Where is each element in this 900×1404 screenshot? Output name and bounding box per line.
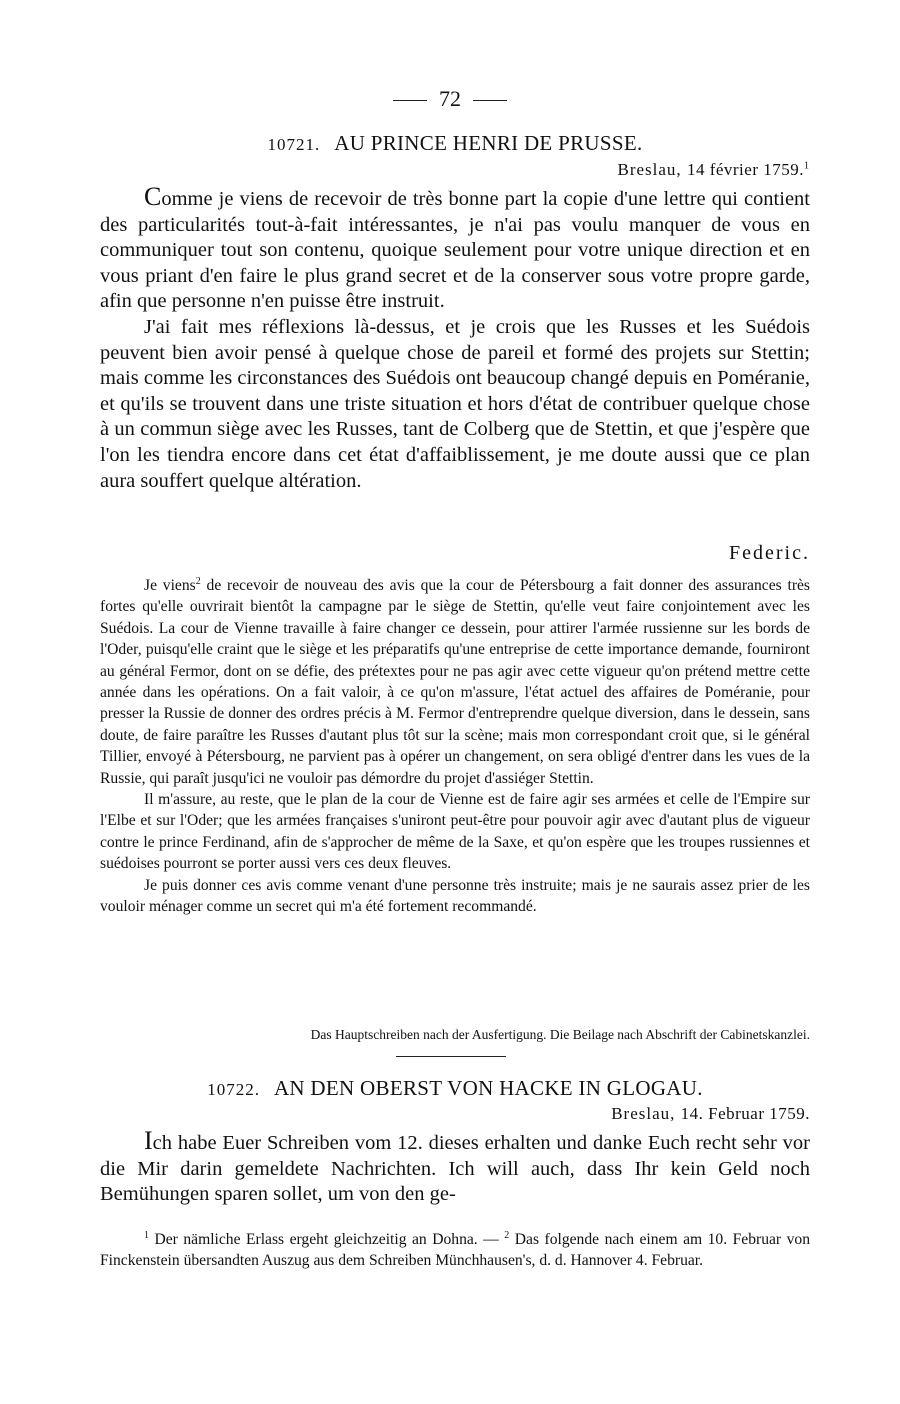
paragraph: Ich habe Euer Schreiben vom 12. dieses erhalten und danke Euch recht sehr vor die Mir darin gemeldete Nachrichten. Ich will auch, dass Ihr kein Geld noch Bemühungen sparen sollet, um von den ge- <box>100 1126 810 1206</box>
footnote-mark-2: 2 <box>504 1229 510 1241</box>
paragraph: J'ai fait mes réflexions là-dessus, et je crois que les Russes et les Suédois peuvent bien avoir pensé à quelque chose de pareil et formé des projets sur Stettin; mais comme les circonstances des Suédois ont beaucoup changé depuis en Poméranie, et qu'ils se trouvent dans une triste situation et hors d'état de contribuer quelque chose à un commun siège avec les Russes, tant de Colberg que de Stettin, et que j'espère que l'on les tiendra encore dans cet état d'affaiblissement, je me doute aussi que ce plan aura souffert quelque altération. <box>100 315 810 492</box>
letter-number: 10722. <box>207 1080 260 1099</box>
footnote-paragraph <box>100 1229 810 1271</box>
page-number-dash-left <box>393 100 427 101</box>
paragraph: Comme je viens de recevoir de très bonne part la copie d'une lettre qui contient des particularités tout-à-fait intéressantes, je n'ai pas voulu manquer de vous en communiquer tout son contenu, quoique seulement pour votre unique direction et en vous priant d'en faire le plus grand secret et de la conserver sous votre propre garde, afin que personne n'en puisse être instruit. <box>100 182 810 313</box>
signature-block <box>100 542 810 565</box>
letter-title: AN DEN OBERST VON HACKE IN GLOGAU. <box>273 1076 703 1100</box>
enclosure-text <box>100 575 810 918</box>
footnote-text-1: Der nämliche Erlass ergeht gleichzeitig an Dohna. — <box>149 1231 505 1248</box>
enclosure-paragraph-text: de recevoir de nouveau des avis que la cour de Pétersbourg a fait donner des assurances très fortes qu'elle ouvrirait bientôt la campagne par le siège de Stettin, qu'elle veut faire conjointement avec les Suédois. La cour de Vienne travaille à faire changer ce dessein, pour attirer l'armée russienne sur les bords de l'Oder, puisqu'elle craint que le siège et les préparatifs qu'une entreprise de cette importance demande, fourniront au général Fermor, dont on se défie, des prétextes pour ne pas agir avec cette vigueur qu'on prétend mettre cette année dans les opérations. On a fait valoir, à ce qu'on m'assure, l'état actuel des affaires de Poméranie, pour presser la Russie de donner des ordres précis à M. Fermor d'entreprendre quelque diversion, dans le dessein, sans doute, de faire paraître les Russes d'autant plus tôt sur la scène; mais mon correspondant croit que, si le général Tillier, envoyé à Pétersbourg, ne parvient pas à opérer un changement, on sera obligé d'entrer dans les vues de la Russie, qui paraît jusqu'ici ne vouloir pas démordre du projet d'assiéger Stettin. <box>100 577 810 787</box>
source-note-block <box>100 1027 810 1043</box>
footnote-mark-1: 1 <box>144 1229 149 1241</box>
signature: Federic. <box>729 542 810 564</box>
page-number-line <box>0 86 900 112</box>
footnotes <box>100 1229 810 1271</box>
dateline-place: Breslau, <box>611 1104 676 1123</box>
letter-10721-heading <box>100 131 810 156</box>
dateline-date: 14. Februar 1759. <box>680 1104 810 1123</box>
letter-heading <box>100 131 810 156</box>
enclosure-paragraph: Il m'assure, au reste, que le plan de la cour de Vienne est de faire agir ses armées et celle de l'Empire sur l'Elbe et sur l'Oder; que les armées françaises s'uniront peut-être pour pouvoir agir avec d'autant plus de vigueur contre le prince Ferdinand, afin de s'approcher de même de la Saxe, et qu'on espère que les troupes russiennes et suédoises pourront se porter aussi vers ces deux fleuves. <box>100 791 810 873</box>
dateline-place: Breslau, <box>617 160 682 179</box>
letter-number: 10721. <box>267 135 321 154</box>
page-number-dash-right <box>473 100 507 101</box>
enclosure-paragraph: Je puis donner ces avis comme venant d'une personne très instruite; mais je ne saurais assez prier de les vouloir ménager comme un secret qui m'a été fortement recommandé. <box>100 876 810 916</box>
letter-10722-dateline <box>100 1104 810 1124</box>
dateline <box>100 160 810 180</box>
letter-10722-heading <box>100 1076 810 1101</box>
footnote-text-2: Das folgende nach einem am 10. Februar von Finckenstein übersandten Auszug aus dem Schreiben Münchhausen's, d. d. Hannover 4. Februar. <box>100 1231 810 1269</box>
enclosure-first-word: Je viens <box>144 577 196 594</box>
letter-heading <box>100 1076 810 1101</box>
letter-10721-dateline <box>100 160 810 180</box>
separator-rule <box>396 1056 506 1057</box>
dateline-date: 14 février 1759. <box>686 160 804 179</box>
letter-10722-body <box>100 1128 810 1208</box>
dateline <box>100 1104 810 1124</box>
enclosure-paragraph <box>100 575 810 789</box>
footnote-ref-2: 2 <box>195 575 201 587</box>
page-number: 72 <box>439 86 461 111</box>
footnote-ref-1: 1 <box>804 160 810 172</box>
letter-10721-body <box>100 184 810 494</box>
letter-title: AU PRINCE HENRI DE PRUSSE. <box>334 131 643 155</box>
source-note: Das Hauptschreiben nach der Ausfertigung. Die Beilage nach Abschrift der Cabinetskanzlei. <box>310 1027 810 1042</box>
